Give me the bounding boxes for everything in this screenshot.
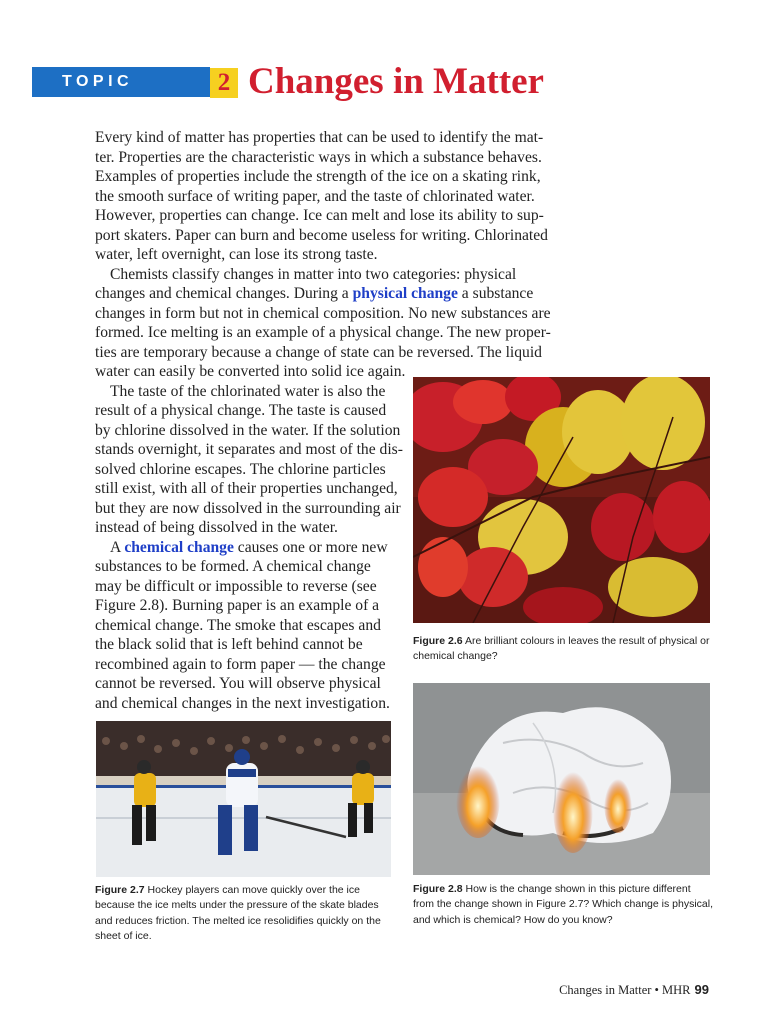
body-line: ter. Properties are the characteristic ways in which a substance behaves.: [95, 148, 542, 166]
body-line: water can easily be converted into solid ice again.: [95, 363, 406, 380]
body-line: may be difficult or impossible to reverse (see: [95, 577, 377, 595]
body-line: ties are temporary because a change of state can be reversed. The liquid: [95, 343, 542, 361]
body-line: result of a physical change. The taste is caused: [95, 402, 387, 419]
figure-2-7-caption: [95, 883, 395, 945]
chemical-change-term: chemical change: [124, 538, 234, 556]
body-line: the smooth surface of writing paper, and the taste of chlorinated water.: [95, 187, 535, 205]
body-line: cannot be reversed. You will observe physical: [95, 675, 381, 692]
body-line: substances to be formed. A chemical change: [95, 558, 371, 575]
body-line: changes and chemical changes. During a physical change a substance: [95, 285, 534, 302]
body-line: port skaters. Paper can burn and become useless for writing. Chlorinated: [95, 226, 548, 244]
physical-change-term: physical change: [352, 285, 458, 302]
body-line: However, properties can change. Ice can melt and lose its ability to sup-: [95, 207, 544, 224]
topic-number: 2: [210, 68, 238, 98]
caption-text: Hockey players can move quickly over the ice because the ice melts under the pressure of the skate blades and reduces friction. The melted ice resolidifies quickly on the sheet of ice.: [95, 884, 381, 943]
body-line: The taste of the chlorinated water is also the: [110, 382, 386, 400]
running-title: Changes in Matter • MHR: [559, 983, 691, 997]
body-line: solved chlorine escapes. The chlorine particles: [95, 460, 386, 478]
body-line: Every kind of matter has properties that can be used to identify the mat-: [95, 129, 544, 146]
body-line: instead of being dissolved in the water.: [95, 519, 338, 536]
body-line: Figure 2.8). Burning paper is an example of a: [95, 597, 380, 614]
page-footer: [559, 982, 709, 998]
autumn-leaves-photo: [413, 377, 710, 623]
figure-label: Figure 2.8: [413, 883, 463, 895]
figure-label: Figure 2.7: [95, 884, 145, 896]
burning-paper-photo: [413, 683, 710, 875]
topic-label: TOPIC: [62, 73, 134, 90]
body-line: water, left overnight, can lose its strong taste.: [95, 246, 378, 263]
hockey-players-photo: [96, 721, 391, 877]
figure-2-8-caption: [413, 882, 713, 928]
page-title: Changes in Matter: [248, 61, 544, 102]
body-line: chemical change. The smoke that escapes and: [95, 616, 381, 634]
body-line: recombined again to form paper — the change: [95, 655, 386, 673]
figure-2-6-caption: [413, 634, 713, 665]
body-line: the black solid that is left behind cannot be: [95, 636, 363, 653]
body-line: and chemical changes in the next investigation.: [95, 694, 390, 712]
caption-text: Are brilliant colours in leaves the result of physical or chemical change?: [413, 635, 710, 663]
figure-label: Figure 2.6: [413, 635, 463, 647]
body-line: changes in form but not in chemical composition. No new substances are: [95, 304, 551, 322]
body-line: A chemical change causes one or more new: [110, 538, 388, 556]
body-line: formed. Ice melting is an example of a physical change. The new proper-: [95, 324, 551, 341]
body-line: by chlorine dissolved in the water. If the solution: [95, 421, 401, 439]
body-line: stands overnight, it separates and most of the dis-: [95, 441, 403, 458]
body-line: Chemists classify changes in matter into two categories: physical: [110, 265, 517, 283]
body-line: Examples of properties include the strength of the ice on a skating rink,: [95, 168, 541, 185]
body-line: but they are now dissolved in the surrounding air: [95, 499, 401, 517]
body-line: still exist, with all of their properties unchanged,: [95, 480, 398, 497]
page-number: 99: [694, 982, 709, 997]
caption-text: How is the change shown in this picture different from the change shown in Figure 2.7? Which change is physical, and which is chemical? How do you know?: [413, 883, 713, 926]
